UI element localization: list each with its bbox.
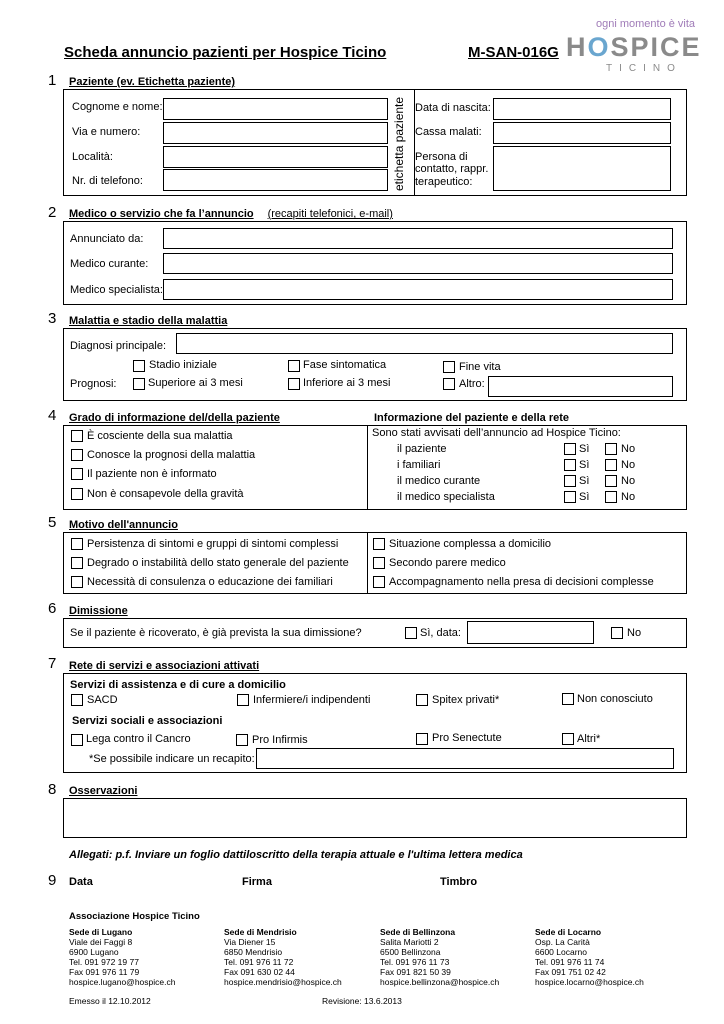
sede-email[interactable]: hospice.bellinzona@hospice.ch bbox=[380, 977, 500, 987]
sede-email[interactable]: hospice.lugano@hospice.ch bbox=[69, 977, 176, 987]
non-consapevole-label: Non è consapevole della gravità bbox=[87, 488, 244, 500]
sede-address: Viale dei Faggi 8 bbox=[69, 937, 133, 947]
section-4-divider bbox=[367, 425, 368, 510]
non-conosciuto-label: Non conosciuto bbox=[577, 693, 653, 705]
section-2-subtitle: (recapiti telefonici, e-mail) bbox=[267, 208, 393, 220]
footer-sede-locarno bbox=[535, 927, 644, 987]
section-1-title: Paziente (ev. Etichetta paziente) bbox=[69, 76, 236, 88]
dimissione-si-checkbox[interactable] bbox=[405, 627, 417, 639]
data-label: Data bbox=[69, 876, 93, 888]
non-informato-label: Il paziente non è informato bbox=[87, 468, 217, 480]
section-4-title-right: Informazione del paziente e della rete bbox=[374, 412, 569, 424]
lega-checkbox[interactable] bbox=[71, 734, 83, 746]
specialista-no-label: No bbox=[621, 491, 636, 503]
curante-no-label: No bbox=[621, 475, 636, 487]
revisione-date: Revisione: 13.6.2013 bbox=[322, 996, 402, 1006]
sede-fax: Fax 091 976 11 79 bbox=[69, 967, 140, 977]
degrado-label: Degrado o instabilità dello stato generale del paziente bbox=[87, 557, 349, 569]
familiari-si-checkbox[interactable] bbox=[564, 459, 576, 471]
specialista-si-checkbox[interactable] bbox=[564, 491, 576, 503]
footer-sede-bellinzona bbox=[380, 927, 499, 987]
senectute-label: Pro Senectute bbox=[432, 732, 502, 744]
paziente-si-checkbox[interactable] bbox=[564, 443, 576, 455]
annunciato-input[interactable] bbox=[163, 228, 673, 249]
emesso-date: Emesso il 12.10.2012 bbox=[69, 996, 151, 1006]
dimissione-no-label: No bbox=[627, 627, 642, 639]
section-4-number: 4 bbox=[48, 407, 57, 424]
non-consapevole-checkbox[interactable] bbox=[71, 488, 83, 500]
section-5-title: Motivo dell'annuncio bbox=[69, 519, 178, 531]
paziente-si-label: Sì bbox=[579, 443, 590, 455]
footer-association: Associazione Hospice Ticino bbox=[69, 911, 200, 922]
sede-fax: Fax 091 630 02 44 bbox=[224, 967, 295, 977]
secondo-parere-checkbox[interactable] bbox=[373, 557, 385, 569]
persona-input[interactable] bbox=[493, 146, 671, 191]
sede-name: Sede di Locarno bbox=[535, 927, 602, 937]
situazione-label: Situazione complessa a domicilio bbox=[389, 538, 552, 550]
curante-si-label: Sì bbox=[579, 475, 590, 487]
lega-label: Lega contro il Cancro bbox=[86, 733, 191, 745]
infermiere-label: Infermiere/i indipendenti bbox=[253, 694, 371, 706]
recapito-label: *Se possibile indicare un recapito: bbox=[89, 753, 255, 765]
familiari-no-checkbox[interactable] bbox=[605, 459, 617, 471]
sede-fax: Fax 091 821 50 39 bbox=[380, 967, 451, 977]
secondo-parere-label: Secondo parere medico bbox=[389, 557, 506, 569]
persona-label-3: terapeutico: bbox=[415, 176, 473, 188]
sede-city: 6500 Bellinzona bbox=[380, 947, 441, 957]
recapito-input[interactable] bbox=[256, 748, 674, 769]
telefono-label: Nr. di telefono: bbox=[72, 175, 143, 187]
localita-input[interactable] bbox=[163, 146, 388, 168]
section-7-title: Rete di servizi e associazioni attivati bbox=[69, 660, 260, 672]
paziente-no-label: No bbox=[621, 443, 636, 455]
sede-email[interactable]: hospice.mendrisio@hospice.ch bbox=[224, 977, 342, 987]
dimissione-no-checkbox[interactable] bbox=[611, 627, 623, 639]
paziente-no-checkbox[interactable] bbox=[605, 443, 617, 455]
persistenza-label: Persistenza di sintomi e gruppi di sintomi complessi bbox=[87, 538, 339, 550]
section-3-number: 3 bbox=[48, 310, 57, 327]
logo-subtitle: TICINO bbox=[606, 63, 682, 74]
curante-no-checkbox[interactable] bbox=[605, 475, 617, 487]
fine-checkbox[interactable] bbox=[443, 361, 455, 373]
section-6-title: Dimissione bbox=[69, 605, 128, 617]
specialista-si-label: Sì bbox=[579, 491, 590, 503]
diagnosi-input[interactable] bbox=[176, 333, 673, 354]
spitex-checkbox[interactable] bbox=[416, 694, 428, 706]
localita-label: Località: bbox=[72, 151, 113, 163]
sede-address: Via Diener 15 bbox=[224, 937, 276, 947]
sede-city: 6850 Mendrisio bbox=[224, 947, 283, 957]
section-7-number: 7 bbox=[48, 655, 57, 672]
specialista-label: Medico specialista: bbox=[70, 284, 163, 296]
dimissione-si-label: Sì, data: bbox=[420, 627, 461, 639]
section-5-divider bbox=[367, 532, 368, 594]
form-title: Scheda annuncio pazienti per Hospice Ticino bbox=[64, 44, 387, 61]
consulenza-label: Necessità di consulenza o educazione dei familiari bbox=[87, 576, 333, 588]
section-9-number: 9 bbox=[48, 872, 57, 889]
section-2-title bbox=[69, 208, 393, 220]
section-2-title-text: Medico o servizio che fa l’annuncio bbox=[69, 208, 254, 220]
etichetta-label: etichetta paziente bbox=[392, 96, 406, 191]
form-code: M-SAN-016G bbox=[468, 44, 559, 61]
cassa-input[interactable] bbox=[493, 122, 671, 144]
sede-tel: Tel. 091 976 11 74 bbox=[535, 957, 605, 967]
sacd-label: SACD bbox=[87, 694, 118, 706]
non-conosciuto-checkbox[interactable] bbox=[562, 693, 574, 705]
altri-label: Altri* bbox=[577, 733, 601, 745]
altri-checkbox[interactable] bbox=[562, 733, 574, 745]
sede-address: Salita Mariotti 2 bbox=[380, 937, 439, 947]
sede-email[interactable]: hospice.locarno@hospice.ch bbox=[535, 977, 644, 987]
familiari-no-label: No bbox=[621, 459, 636, 471]
fase-label: Fase sintomatica bbox=[303, 359, 387, 371]
avvisati-row-label: il medico curante bbox=[397, 475, 481, 487]
sociali-subtitle: Servizi sociali e associazioni bbox=[72, 715, 223, 727]
sede-tel: Tel. 091 972 19 77 bbox=[69, 957, 139, 967]
firma-label: Firma bbox=[242, 876, 272, 888]
situazione-checkbox[interactable] bbox=[373, 538, 385, 550]
logo-h: H bbox=[566, 32, 588, 62]
section-3-title: Malattia e stadio della malattia bbox=[69, 315, 228, 327]
via-input[interactable] bbox=[163, 122, 388, 144]
specialista-input[interactable] bbox=[163, 279, 673, 300]
persona-label-2: contatto, rappr. bbox=[415, 163, 489, 175]
section-6-number: 6 bbox=[48, 600, 57, 617]
annunciato-label: Annunciato da: bbox=[70, 233, 144, 245]
cognome-input[interactable] bbox=[163, 98, 388, 120]
nascita-label: Data di nascita: bbox=[415, 102, 491, 114]
inferiore-label: Inferiore ai 3 mesi bbox=[303, 377, 391, 389]
persistenza-checkbox[interactable] bbox=[71, 538, 83, 550]
section-5-number: 5 bbox=[48, 514, 57, 531]
inferiore-checkbox[interactable] bbox=[288, 378, 300, 390]
avvisati-row-label: il medico specialista bbox=[397, 491, 495, 503]
logo-rest: SPICE bbox=[610, 32, 702, 62]
curante-input[interactable] bbox=[163, 253, 673, 274]
superiore-label: Superiore ai 3 mesi bbox=[148, 377, 243, 389]
stadio-label: Stadio iniziale bbox=[149, 359, 217, 371]
assistenza-subtitle: Servizi di assistenza e di cure a domicilio bbox=[70, 679, 286, 691]
sede-address: Osp. La Carità bbox=[535, 937, 590, 947]
fase-checkbox[interactable] bbox=[288, 360, 300, 372]
section-8-number: 8 bbox=[48, 781, 57, 798]
stadio-checkbox[interactable] bbox=[133, 360, 145, 372]
infirmis-checkbox[interactable] bbox=[236, 734, 248, 746]
infirmis-label: Pro Infirmis bbox=[252, 734, 308, 746]
senectute-checkbox[interactable] bbox=[416, 733, 428, 745]
diagnosi-label: Diagnosi principale: bbox=[70, 340, 166, 352]
section-1-number: 1 bbox=[48, 72, 57, 89]
section-8-title: Osservazioni bbox=[69, 785, 138, 797]
avvisati-label: Sono stati avvisati dell’annuncio ad Hospice Ticino: bbox=[372, 427, 621, 439]
prognosi-label: Prognosi: bbox=[70, 378, 117, 390]
persona-label-1: Persona di bbox=[415, 151, 468, 163]
hospice-logo bbox=[566, 32, 702, 63]
fine-label: Fine vita bbox=[459, 361, 501, 373]
consulenza-checkbox[interactable] bbox=[71, 576, 83, 588]
infermiere-checkbox[interactable] bbox=[237, 694, 249, 706]
cosciente-checkbox[interactable] bbox=[71, 430, 83, 442]
logo-o: O bbox=[587, 32, 611, 62]
footer-sede-lugano bbox=[69, 927, 175, 987]
avvisati-row-label: il paziente bbox=[397, 443, 447, 455]
cosciente-label: È cosciente della sua malattia bbox=[87, 430, 233, 442]
superiore-checkbox[interactable] bbox=[133, 378, 145, 390]
prognosi-nota-label: Conosce la prognosi della malattia bbox=[87, 449, 256, 461]
cassa-label: Cassa malati: bbox=[415, 126, 482, 138]
cognome-label: Cognome e nome: bbox=[72, 101, 163, 113]
sede-tel: Tel. 091 976 11 72 bbox=[224, 957, 294, 967]
allegati-note: Allegati: p.f. Inviare un foglio dattiloscritto della terapia attuale e l'ultima lettera medica bbox=[69, 849, 523, 861]
dimissione-question: Se il paziente è ricoverato, è già prevista la sua dimissione? bbox=[70, 627, 362, 639]
specialista-no-checkbox[interactable] bbox=[605, 491, 617, 503]
prognosi-nota-checkbox[interactable] bbox=[71, 449, 83, 461]
nascita-input[interactable] bbox=[493, 98, 671, 120]
section-4-title: Grado di informazione del/della paziente bbox=[69, 412, 280, 424]
altro-label: Altro: bbox=[459, 378, 485, 390]
degrado-checkbox[interactable] bbox=[71, 557, 83, 569]
sede-tel: Tel. 091 976 11 73 bbox=[380, 957, 450, 967]
sacd-checkbox[interactable] bbox=[71, 694, 83, 706]
sede-name: Sede di Mendrisio bbox=[224, 927, 297, 937]
spitex-label: Spitex privati* bbox=[432, 694, 500, 706]
telefono-input[interactable] bbox=[163, 169, 388, 191]
familiari-si-label: Sì bbox=[579, 459, 590, 471]
curante-label: Medico curante: bbox=[70, 258, 149, 270]
dimissione-data-input[interactable] bbox=[467, 621, 594, 644]
section-2-number: 2 bbox=[48, 204, 57, 221]
osservazioni-input[interactable] bbox=[63, 798, 687, 838]
altro-checkbox[interactable] bbox=[443, 378, 455, 390]
footer-sede-mendrisio bbox=[224, 927, 342, 987]
sede-city: 6900 Lugano bbox=[69, 947, 119, 957]
sede-name: Sede di Bellinzona bbox=[380, 927, 456, 937]
via-label: Via e numero: bbox=[72, 126, 141, 138]
sede-name: Sede di Lugano bbox=[69, 927, 133, 937]
sede-city: 6600 Locarno bbox=[535, 947, 587, 957]
altro-input[interactable] bbox=[488, 376, 673, 397]
accompagnamento-checkbox[interactable] bbox=[373, 576, 385, 588]
accompagnamento-label: Accompagnamento nella presa di decisioni complesse bbox=[389, 576, 654, 588]
sede-fax: Fax 091 751 02 42 bbox=[535, 967, 606, 977]
logo-tagline: ogni momento è vita bbox=[596, 18, 696, 30]
curante-si-checkbox[interactable] bbox=[564, 475, 576, 487]
non-informato-checkbox[interactable] bbox=[71, 468, 83, 480]
avvisati-row-label: i familiari bbox=[397, 459, 441, 471]
timbro-label: Timbro bbox=[440, 876, 478, 888]
